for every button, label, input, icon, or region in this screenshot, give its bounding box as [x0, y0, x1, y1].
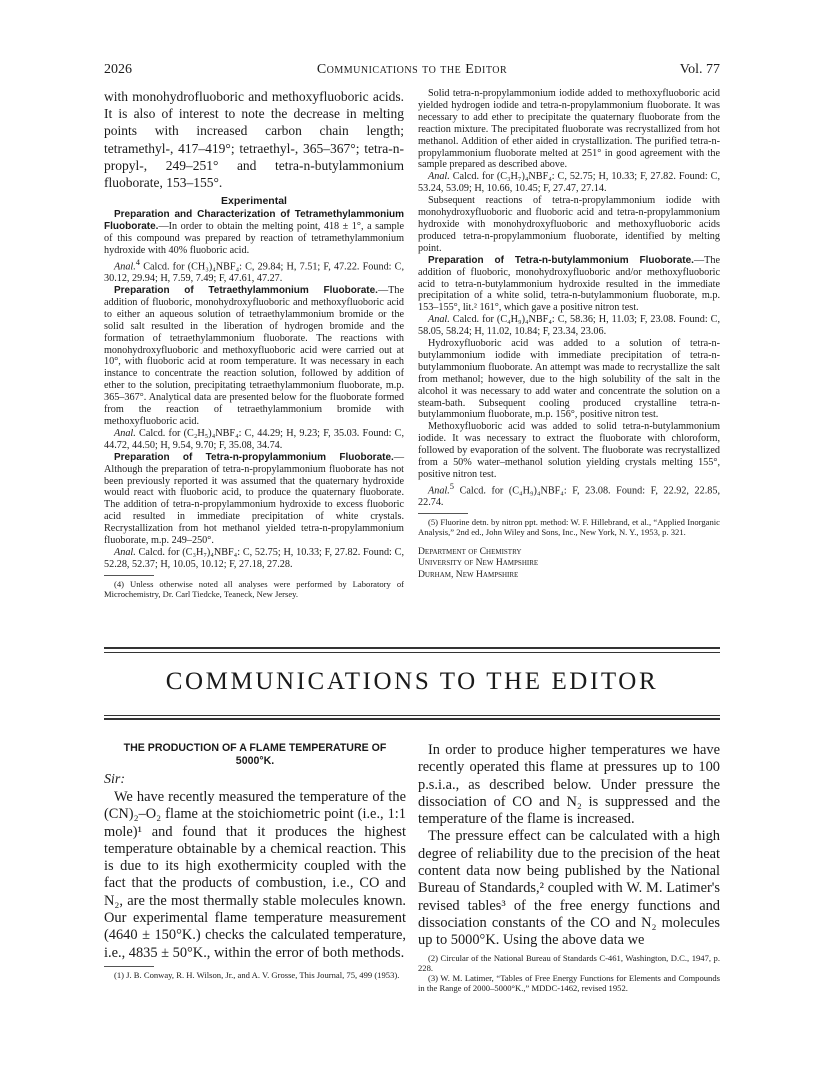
tetrapropyl-analysis: Anal. Calcd. for (C₃H₇)₄NBF₄: C, 52.75; H, 10.33; F, 27.82. Found: C, 52.28, 52.37; H, 10.05, 10.12; F, 27.18, 27.28.: [104, 546, 404, 570]
tetrabutyl-paragraph: Preparation of Tetra-n-butylammonium Fluoborate.—The addition of fluoboric, monohydroxyfluoboric and/or methoxyfluoboric acid to tetra-n-butylammonium hydroxide resulted in the immediate precipitation of a white solid, tetra-n-butylammonium fluoborate, m.p. 153–155°, lit.² 161°, which gave a positive nitron test.: [418, 254, 720, 314]
intro-paragraph: with monohydrofluoboric and methoxyfluoboric acids. It is also of interest to note the decrease in melting points with increased carbon chain length; tetramethyl-, 417–419°; tetraethyl-, 365–367°; tetra-n-propyl-, 249–251° and tetra-n-butylammonium fluoborate, 153–155°.: [104, 89, 404, 191]
upper-left-column: [104, 88, 404, 599]
propyl-iodide-paragraph: Solid tetra-n-propylammonium iodide added to methoxyfluoboric acid yielded hydrogen iodide and tetra-n-propylammonium fluoborate. It was necessary to add ether to precipitate the quaternary fluoborate from the reaction mixture. The precipitated fluoborate was recrystallized from hot methanol. Addition of ether aided in crystallization. The purified tetra-n-propylammonium fluoborate melted at 251° in good agreement with the sample prepared as described above.: [418, 88, 720, 171]
tetramethyl-paragraph: Preparation and Characterization of Tetramethylammonium Fluoborate.—In order to obtain the melting point, 418 ± 1°, a sample of this compound was prepared by reaction of tetramethylammonium hydroxide with 40% fluoboric acid.: [104, 209, 404, 256]
upper-right-column: [418, 88, 720, 580]
salutation: Sir:: [104, 772, 125, 787]
experimental-heading: Experimental: [221, 195, 287, 208]
footnote-rule: [104, 575, 154, 576]
footnote-2: (2) Circular of the National Bureau of Standards C-461, Washington, D.C., 1947, p. 228.: [418, 952, 720, 973]
section-rule-bottom: [104, 718, 720, 720]
article-title: THE PRODUCTION OF A FLAME TEMPERATURE OF 5000°K.: [123, 742, 387, 767]
tetrapropyl-heading: Preparation of Tetra-n-propylammonium Fluoborate.: [114, 451, 394, 463]
tetrabutyl-analysis: Anal. Calcd. for (C₄H₉)₄NBF₄: C, 58.36; H, 11.03; F, 23.08. Found: C, 58.05, 58.24; H, 11.02, 10.84; F, 23.34, 23.06.: [418, 314, 720, 338]
tetraethyl-paragraph: Preparation of Tetraethylammonium Fluoborate.—The addition of fluoboric, monohydroxyfluoboric and methoxyfluoboric acid to either an aqueous solution of tetraethylammonium bromide or the solid salt resulted in the liberation of hydrogen bromide and the formation of tetraethylammonium fluoborate. The reactions with monohydroxyfluoboric and methoxyfluoboric acid were carried out at 10°, with fluoboric acid at room temperature. It was necessary in each instance to concentrate the reaction solution, followed by addition of ether to the solution, precipitating tetraethylammonium fluoborate, m.p. 365–367°. Analytical data are presented below for the fluoborate formed from the reaction of tetraethylammonium bromide with methoxyfluoboric acid.: [104, 285, 404, 428]
department: Department of Chemistry: [418, 545, 522, 557]
tetraethyl-heading: Preparation of Tetraethylammonium Fluoborate.: [114, 285, 378, 297]
city: Durham, New Hampshire: [418, 568, 519, 580]
footnote-5: (5) Fluorine detn. by nitron ppt. method: W. F. Hillebrand, et al., “Applied Inorganic Analysis,” 2nd ed., John Wiley and Sons, Inc., New York, N. Y., 1953, p. 321.: [418, 517, 720, 538]
footnote-rule: [104, 966, 154, 967]
footnote-3: (3) W. M. Latimer, “Tables of Free Energy Functions for Elements and Compounds in the Range of 2000–5000°K.,” MDDC-1462, revised 1952.: [418, 972, 720, 994]
tetraethyl-analysis: Anal. Calcd. for (C₂H₅)₄NBF₄: C, 44.29; H, 9.23; F, 35.03. Found: C, 44.72, 44.50; H, 9.54, 9.70; F, 35.08, 34.74.: [104, 427, 404, 451]
section-rule-bottom-thin: [104, 715, 720, 716]
article-body-left: We have recently measured the temperature of the (CN)₂–O₂ flame at the stoichiometric point (i.e., 1:1 mole)¹ and found that it produces the highest temperature obtainable by a chemical reaction. This is due to its high exothermicity coupled with the fact that the products of combustion, i.e., CO and N₂, are the most thermally stable molecules known. Our experimental flame temperature measurement (4640 ± 150°K.) checks the calculated temperature, i.e., 4835 ± 50°K., within the error of both methods.: [104, 789, 406, 961]
hydroxyfluoboric-paragraph: Hydroxyfluoboric acid was added to a solution of tetra-n-butylammonium iodide with immediate precipitation of tetra-n-butylammonium fluoborate. An attempt was made to recrystallize the salt from methanol; however, due to the high solubility of the salt in the alcohol it was necessary to add water and concentrate the solution on a steam-bath. Subsequent cooling produced crystalline tetra-n-butylammonium fluoborate, m.p. 156°, positive nitron test.: [418, 338, 720, 421]
footnote-1: (1) J. B. Conway, R. H. Wilson, Jr., and A. V. Grosse, This Journal, 75, 499 (1953).: [114, 969, 400, 980]
article-right-column: [418, 742, 720, 993]
affiliation-block: [418, 546, 720, 581]
article-left-column: [104, 742, 406, 980]
tetramethyl-analysis: Anal.$^4$ Calcd. for (CH₃)₄NBF₄: C, 29.84; H, 7.51; F, 47.22. Found: C, 30.12, 29.94; H, 7.59, 7.49; F, 47.61, 47.27.: [104, 256, 404, 285]
footnote-rule: [418, 513, 468, 514]
fluorine-analysis: Anal.$^5$ Calcd. for (C₄H₉)₄NBF₄: F, 23.08. Found: F, 22.92, 22.85, 22.74.: [418, 480, 720, 509]
propyl-iodide-analysis: Anal. Calcd. for (C₃H₇)₄NBF₄: C, 52.75; H, 10.33; F, 27.82. Found: C, 53.24, 53.09; H, 10.66, 10.45; F, 27.47, 27.14.: [418, 171, 720, 195]
volume-label: Vol. 77: [679, 62, 720, 77]
methoxyfluoboric-paragraph: Methoxyfluoboric acid was added to solid tetra-n-butylammonium iodide. It was necessary to extract the fluoborate with chloroform, followed by evaporation of the solvent. The fluoborate was recrystallized from a 50% water–methanol solution yielding crystals melting 155°, positive nitron test.: [418, 421, 720, 480]
section-title: COMMUNICATIONS TO THE EDITOR: [165, 668, 659, 695]
article-body-right-2: The pressure effect can be calculated with a high degree of reliability due to the precision of the heat content data now being published by the National Bureau of Standards,² coupled with W. M. Latimer's revised tables³ of the free energy functions and dissociation constants of the CO and N₂ molecules up to 5000°K. Using the above data we: [418, 828, 720, 949]
tetrabutyl-heading: Preparation of Tetra-n-butylammonium Fluoborate.: [428, 254, 694, 266]
tetrapropyl-paragraph: Preparation of Tetra-n-propylammonium Fluoborate.—Although the preparation of tetra-n-propylammonium fluoborate has not been previously reported it was assumed that the quaternary hydroxide would react with fluoboric acid, to produce the quaternary fluoborate. The addition of tetra-n-propylammonium hydroxide to excess fluoboric acid resulted in immediate precipitation of white crystals. Recrystallization from hot methanol yielded tetra-n-propylammonium fluoborate, m.p. 249–250°.: [104, 451, 404, 547]
section-rule-top: [104, 647, 720, 649]
footnote-4: (4) Unless otherwise noted all analyses were performed by Laboratory of Microchemistry, Dr. Carl Tiedcke, Teaneck, New Jersey.: [104, 578, 404, 599]
running-title: Communications to the Editor: [316, 62, 508, 77]
running-header: [104, 62, 720, 80]
subsequent-reactions-paragraph: Subsequent reactions of tetra-n-propylammonium iodide with monohydroxyfluoboric and fluoboric acid and tetra-n-propylammonium hydroxide with monohydroxyfluoboric and methoxyfluoboric acids produced tetra-n-propylammonium fluoborate, identified by melting point.: [418, 195, 720, 254]
tetramethyl-heading: Preparation and Characterization of Tetramethylammonium Fluoborate.: [104, 209, 404, 233]
page-number: 2026: [104, 62, 132, 77]
university: University of New Hampshire: [418, 557, 539, 569]
article-body-right-1: In order to produce higher temperatures we have recently operated this flame at pressures up to 100 p.s.i.a., as described below. Under pressure the dissociation of CO and N₂ is suppressed and the temperature of the flame is increased.: [418, 742, 720, 828]
section-rule-top-thin: [104, 652, 720, 653]
